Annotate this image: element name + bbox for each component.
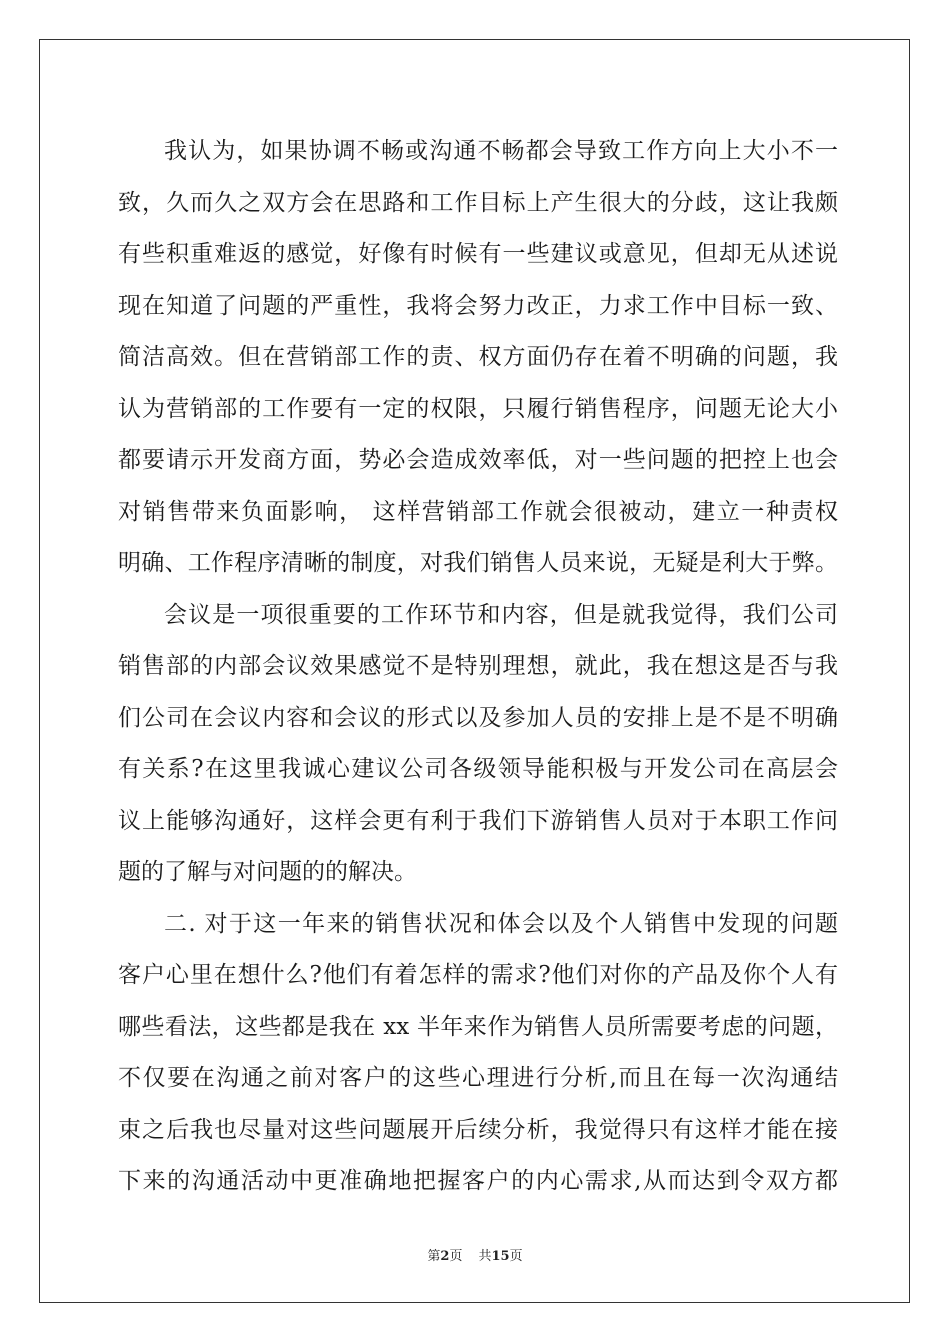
total-prefix: 共	[478, 1249, 492, 1264]
page-prefix: 第	[427, 1249, 441, 1264]
text-line: 认为营销部的工作要有一定的权限，只履行销售程序，问题无论大小	[118, 395, 838, 422]
document-body	[118, 126, 838, 1208]
text-line: 现在知道了问题的严重性，我将会努力改正，力求工作中目标一致、	[118, 292, 838, 319]
text-line: 客户心里在想什么?他们有着怎样的需求?他们对你的产品及你个人有	[118, 962, 838, 988]
text-line: 都要请示开发商方面，势必会造成效率低，对一些问题的把控上也会	[118, 447, 838, 473]
text-line: 有关系?在这里我诚心建议公司各级领导能积极与开发公司在高层会	[118, 756, 838, 782]
text-line: 们公司在会议内容和会议的形式以及参加人员的安排上是不是不明确	[118, 704, 838, 731]
text-line: 束之后我也尽量对这些问题展开后续分析，我觉得只有这样才能在接	[118, 1116, 838, 1143]
paragraph-1	[118, 126, 838, 590]
text-line: 有些积重难返的感觉，好像有时候有一些建议或意见，但却无从述说	[118, 241, 838, 267]
text-line: 会议是一项很重要的工作环节和内容，但是就我觉得，我们公司	[164, 601, 838, 628]
text-line: 题的了解与对问题的的解决。	[118, 859, 417, 885]
text-line: 简洁高效。但在营销部工作的责、权方面仍存在着不明确的问题，我	[118, 344, 838, 370]
text-line: 议上能够沟通好，这样会更有利于我们下游销售人员对于本职工作问	[118, 807, 838, 834]
text-line: 致，久而久之双方会在思路和工作目标上产生很大的分歧，这让我颇	[118, 189, 838, 216]
text-line: 明确、工作程序清晰的制度，对我们销售人员来说，无疑是利大于弊。	[118, 550, 838, 576]
text-line: 对销售带来负面影响， 这样营销部工作就会很被动，建立一种责权	[118, 498, 838, 525]
text-line: 不仅要在沟通之前对客户的这些心理进行分析,而且在每一次沟通结	[118, 1065, 838, 1091]
page-footer	[0, 1245, 950, 1264]
total-pages: 15	[491, 1249, 510, 1264]
total-suffix: 页	[509, 1249, 523, 1264]
text-line: 下来的沟通活动中更准确地把握客户的内心需求,从而达到令双方都	[118, 1168, 838, 1194]
paragraph-3	[118, 899, 838, 1208]
text-line: 销售部的内部会议效果感觉不是特别理想，就此，我在想这是否与我	[118, 653, 838, 679]
page-number: 2	[440, 1249, 450, 1264]
page-suffix: 页	[449, 1249, 463, 1264]
paragraph-2	[118, 590, 838, 899]
text-line: 我认为，如果协调不畅或沟通不畅都会导致工作方向上大小不一	[164, 138, 838, 164]
text-line: 哪些看法，这些都是我在 xx 半年来作为销售人员所需要考虑的问题，	[118, 1013, 838, 1040]
text-line: 二. 对于这一年来的销售状况和体会以及个人销售中发现的问题	[164, 910, 838, 937]
